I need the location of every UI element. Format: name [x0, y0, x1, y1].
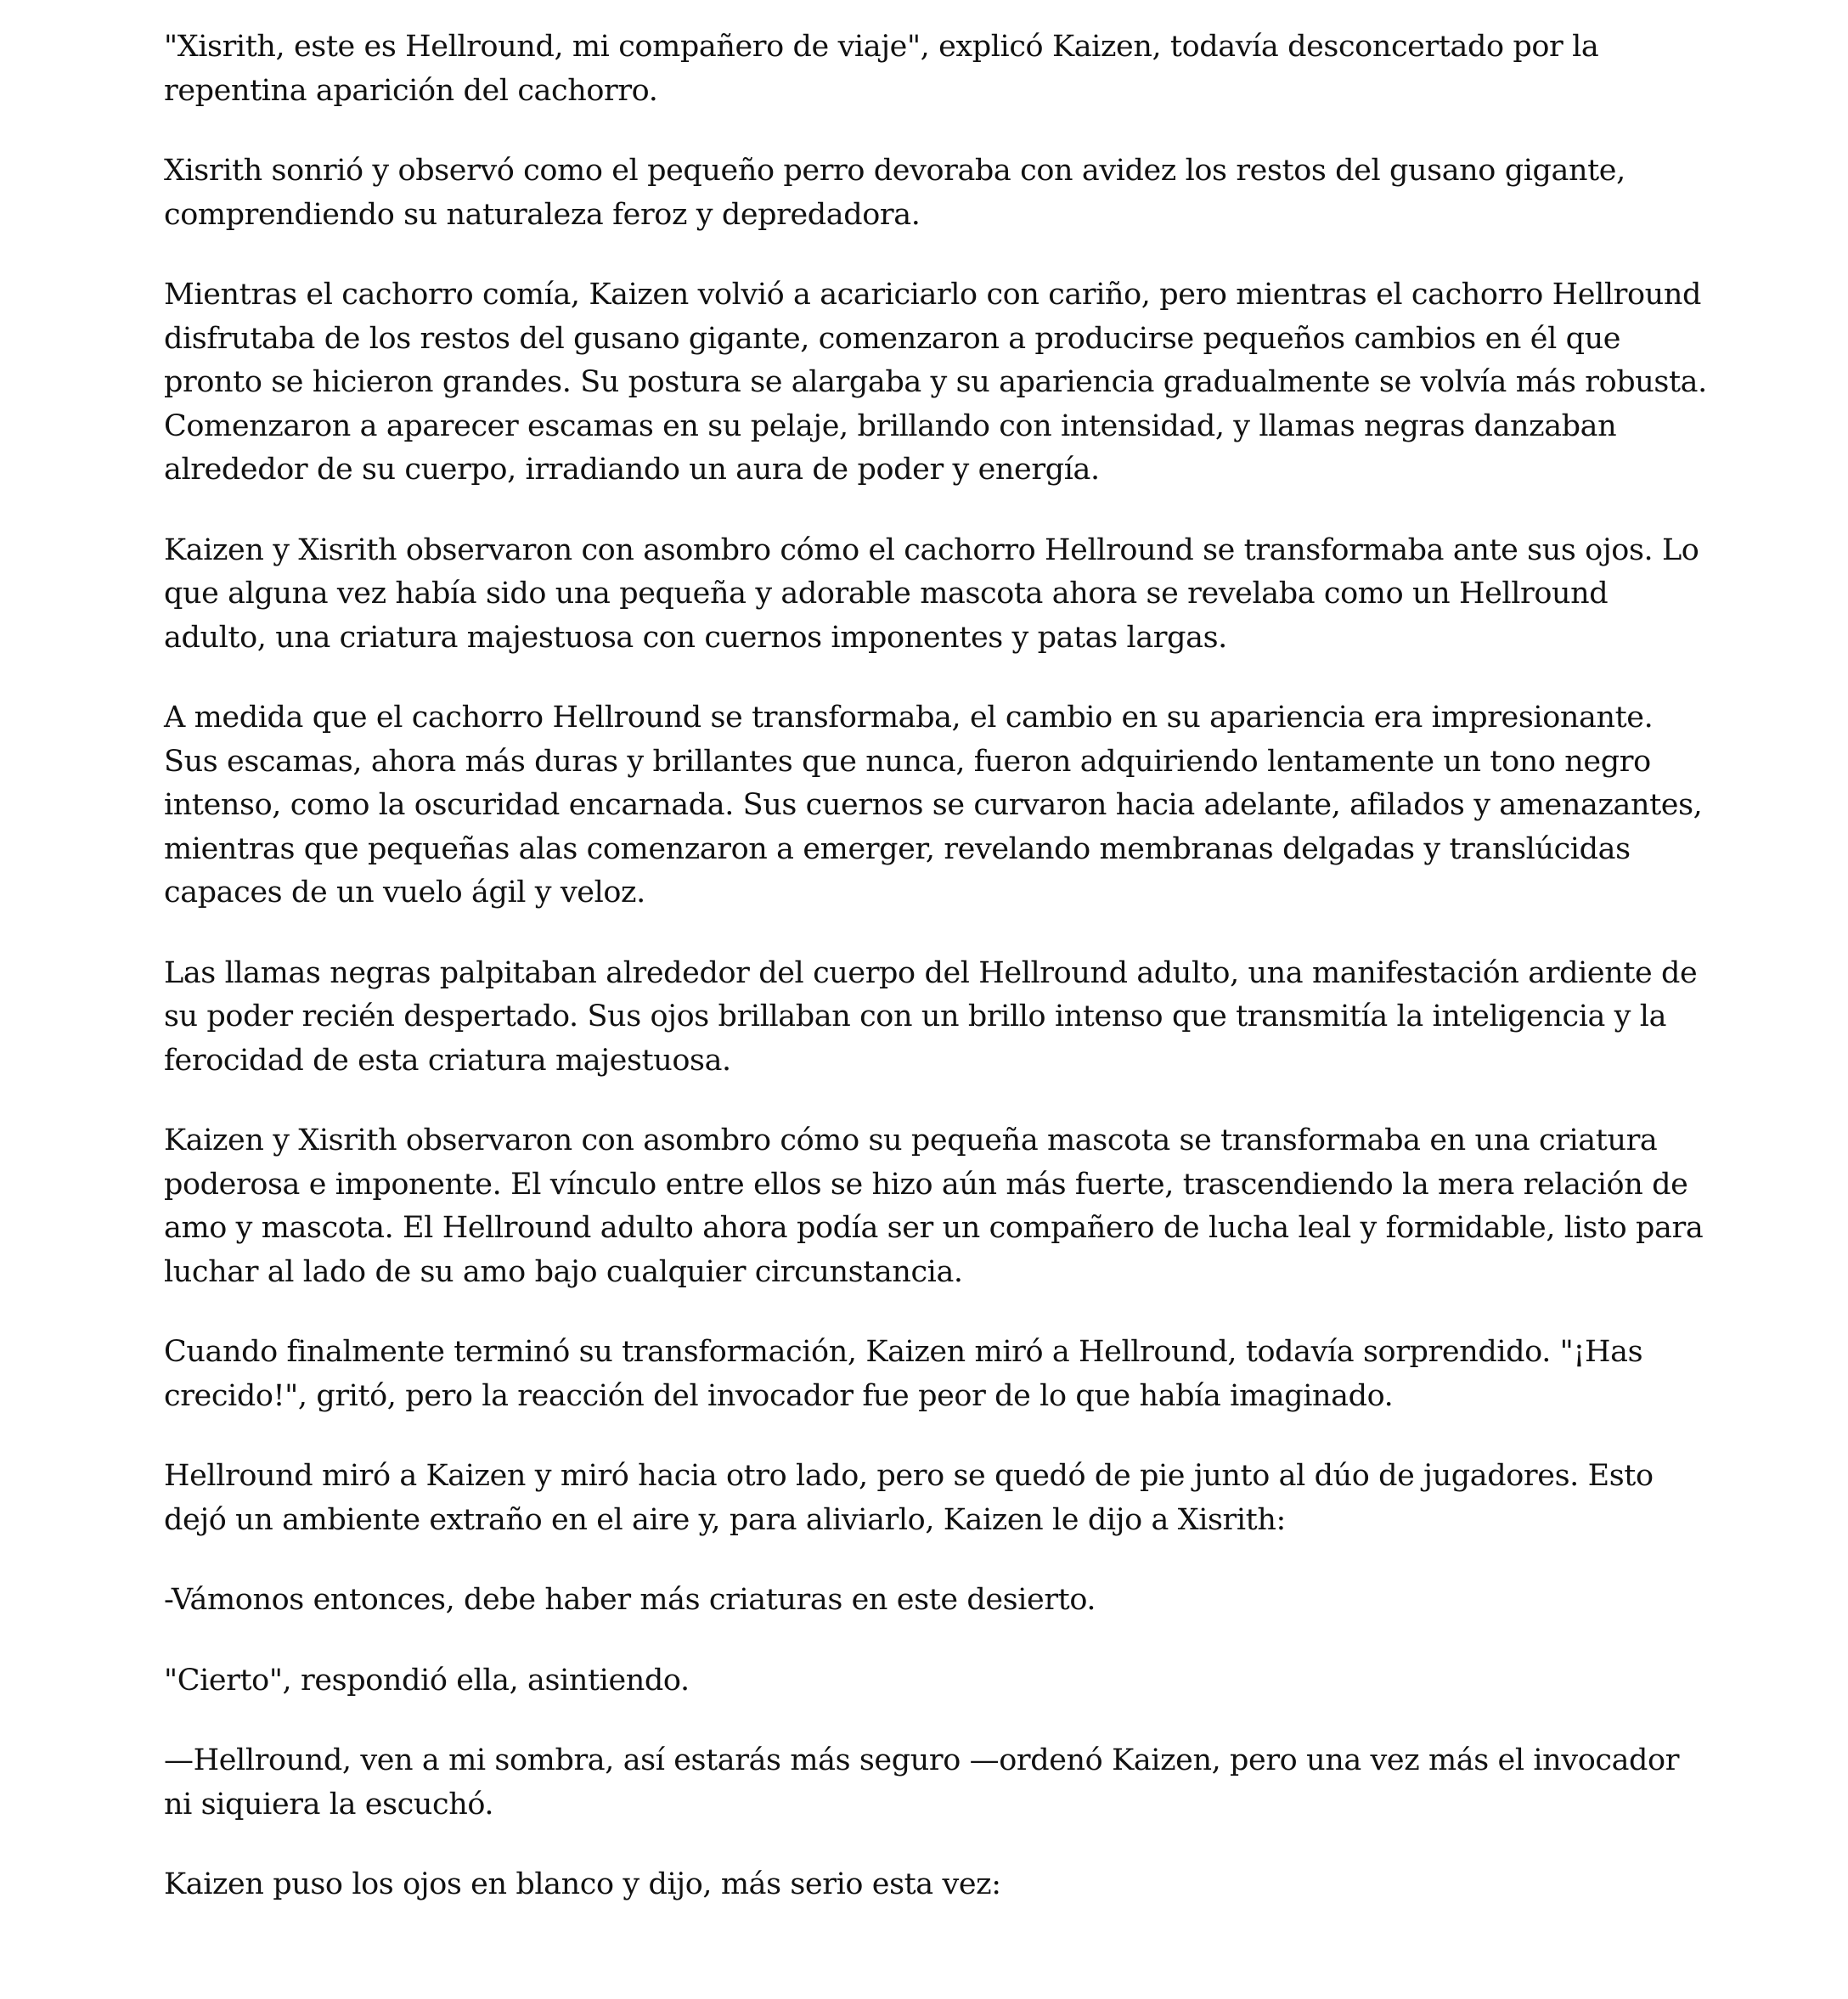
paragraph: A medida que el cachorro Hellround se transformaba, el cambio en su apariencia era impresionante. Sus escamas, ahora más duras y brillantes que nunca, fueron adquiriendo lentamente un tono negro intenso, como la oscuridad encarnada. Sus cuernos se curvaron hacia adelante, afilados y amenazantes, mientras que pequeñas alas comenzaron a emerger, revelando membranas delgadas y translúcidas capaces de un vuelo ágil y veloz.	[164, 701, 1703, 909]
paragraph: Hellround miró a Kaizen y miró hacia otro lado, pero se quedó de pie junto al dúo de jugadores. Esto dejó un ambiente extraño en el aire y, para aliviarlo, Kaizen le dijo a Xisrith:	[164, 1459, 1654, 1537]
paragraph: "Xisrith, este es Hellround, mi compañero de viaje", explicó Kaizen, todavía desconcertado por la repentina aparición del cachorro.	[164, 30, 1599, 108]
paragraph: Las llamas negras palpitaban alrededor del cuerpo del Hellround adulto, una manifestación ardiente de su poder recién despertado. Sus ojos brillaban con un brillo intenso que transmitía la inteligencia y la ferocidad de esta criatura majestuosa.	[164, 955, 1698, 1078]
paragraph: Kaizen y Xisrith observaron con asombro cómo su pequeña mascota se transformaba en una criatura poderosa e imponente. El vínculo entre ellos se hizo aún más fuerte, trascendiendo la mera relación de amo y mascota. El Hellround adulto ahora podía ser un compañero de lucha leal y formidable, listo para luchar al lado de su amo bajo cualquier circunstancia.	[164, 1123, 1704, 1289]
paragraph: Xisrith sonrió y observó como el pequeño perro devoraba con avidez los restos del gusano gigante, comprendiendo su naturaleza feroz y depredadora.	[164, 154, 1625, 232]
paragraph: -Vámonos entonces, debe haber más criaturas en este desierto.	[164, 1583, 1096, 1617]
paragraph: Cuando finalmente terminó su transformación, Kaizen miró a Hellround, todavía sorprendido. "¡Has crecido!", gritó, pero la reacción del invocador fue peor de lo que había imaginado.	[164, 1335, 1643, 1413]
paragraph: —Hellround, ven a mi sombra, así estarás más seguro —ordenó Kaizen, pero una vez más el invocador ni siquiera la escuchó.	[164, 1743, 1680, 1822]
document-page	[164, 25, 1710, 1944]
paragraph: Kaizen puso los ojos en blanco y dijo, más serio esta vez:	[164, 1867, 1001, 1901]
paragraph: Kaizen y Xisrith observaron con asombro cómo el cachorro Hellround se transformaba ante sus ojos. Lo que alguna vez había sido una pequeña y adorable mascota ahora se revelaba como un Hellround adulto, una criatura majestuosa con cuernos imponentes y patas largas.	[164, 532, 1699, 655]
paragraph: Mientras el cachorro comía, Kaizen volvió a acariciarlo con cariño, pero mientras el cachorro Hellround disfrutaba de los restos del gusano gigante, comenzaron a producirse pequeños cambios en él que pronto se hicieron grandes. Su postura se alargaba y su apariencia gradualmente se volvía más robusta. Comenzaron a aparecer escamas en su pelaje, brillando con intensidad, y llamas negras danzaban alrededor de su cuerpo, irradiando un aura de poder y energía.	[164, 278, 1707, 487]
paragraph: "Cierto", respondió ella, asintiendo.	[164, 1663, 690, 1698]
